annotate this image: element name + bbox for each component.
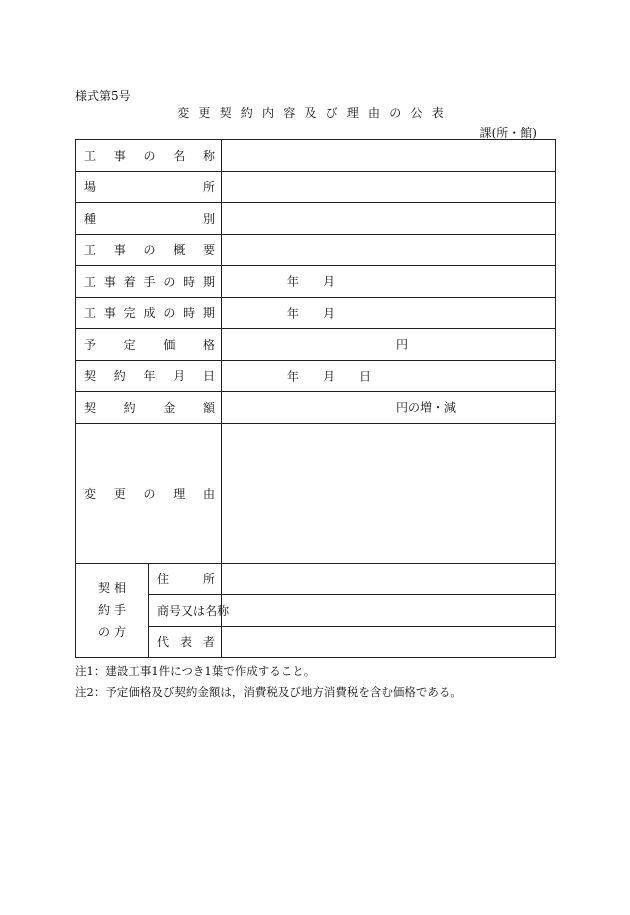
value-contract-date[interactable]: [222, 360, 556, 392]
label-text: 工 事 着 手 の 時 期: [84, 274, 215, 289]
label-change-reason: [76, 423, 222, 563]
note-2: 注2：予定価格及び契約金額は，消費税及び地方消費税を含む価格である。: [75, 685, 462, 699]
unit-year: 年: [287, 274, 300, 289]
label-overview: [76, 234, 222, 266]
page-title: 変更契約内容及び理由の公表: [177, 106, 453, 120]
label-text: 予 定 価 格: [84, 337, 215, 352]
row-party-address: [76, 563, 556, 595]
department-label: 課(所・館): [479, 126, 537, 140]
label-text: 商 号 又 は 名 称: [157, 603, 230, 618]
unit-yen: 円: [396, 337, 409, 352]
label-text: 工 事 の 名 称: [84, 148, 215, 163]
label-text: 住 所: [157, 572, 215, 587]
label-text: 変 更 の 理 由: [84, 486, 215, 501]
value-overview[interactable]: [222, 234, 556, 266]
label-contract-amount: [76, 392, 222, 424]
row-contract-date: [76, 360, 556, 392]
label-place: [76, 171, 222, 203]
notes: [75, 661, 462, 703]
row-place: [76, 171, 556, 203]
label-text: 代 表 者: [157, 635, 215, 650]
unit-month: 月: [323, 306, 336, 321]
label-construction-name: [76, 140, 222, 172]
label-type: [76, 203, 222, 235]
row-start-period: [76, 266, 556, 298]
value-estimated-price[interactable]: [222, 329, 556, 361]
row-change-reason: [76, 423, 556, 563]
unit-year: 年: [287, 306, 300, 321]
row-estimated-price: [76, 329, 556, 361]
label-text: 種 別: [84, 211, 215, 226]
label-completion-period: [76, 297, 222, 329]
value-party-representative[interactable]: [222, 626, 556, 658]
value-start-period[interactable]: [222, 266, 556, 298]
note-1: 注1：建設工事1件につき1葉で作成すること。: [75, 664, 316, 678]
value-type[interactable]: [222, 203, 556, 235]
party-label-text: 契 約 の 相 手 方: [97, 581, 127, 640]
label-party-representative: [149, 626, 222, 658]
row-contract-amount: [76, 392, 556, 424]
value-contract-amount[interactable]: [222, 392, 556, 424]
unit-year: 年: [287, 369, 300, 384]
label-party-company: [149, 595, 230, 627]
row-construction-name: [76, 140, 556, 172]
value-change-reason[interactable]: [222, 423, 556, 563]
label-contract-party: [76, 563, 149, 658]
unit-month: 月: [323, 369, 336, 384]
label-text: 契 約 金 額: [84, 400, 215, 415]
unit-day: 日: [359, 369, 372, 384]
label-estimated-price: [76, 329, 222, 361]
label-text: 場 所: [84, 180, 215, 195]
value-place[interactable]: [222, 171, 556, 203]
form-number: 様式第5号: [75, 89, 131, 103]
unit-month: 月: [323, 274, 336, 289]
row-overview: [76, 234, 556, 266]
value-party-company[interactable]: [222, 595, 556, 627]
label-contract-date: [76, 360, 222, 392]
label-text: 工 事 完 成 の 時 期: [84, 306, 215, 321]
disclosure-form-table: [75, 139, 556, 658]
value-party-address[interactable]: [222, 563, 556, 595]
label-text: 契 約 年 月 日: [84, 369, 215, 384]
row-type: [76, 203, 556, 235]
label-start-period: [76, 266, 222, 298]
label-party-address: [149, 563, 222, 595]
unit-yen-change: 円の増・減: [396, 400, 457, 415]
value-construction-name[interactable]: [222, 140, 556, 172]
label-text: 工 事 の 概 要: [84, 243, 215, 258]
row-completion-period: [76, 297, 556, 329]
value-completion-period[interactable]: [222, 297, 556, 329]
